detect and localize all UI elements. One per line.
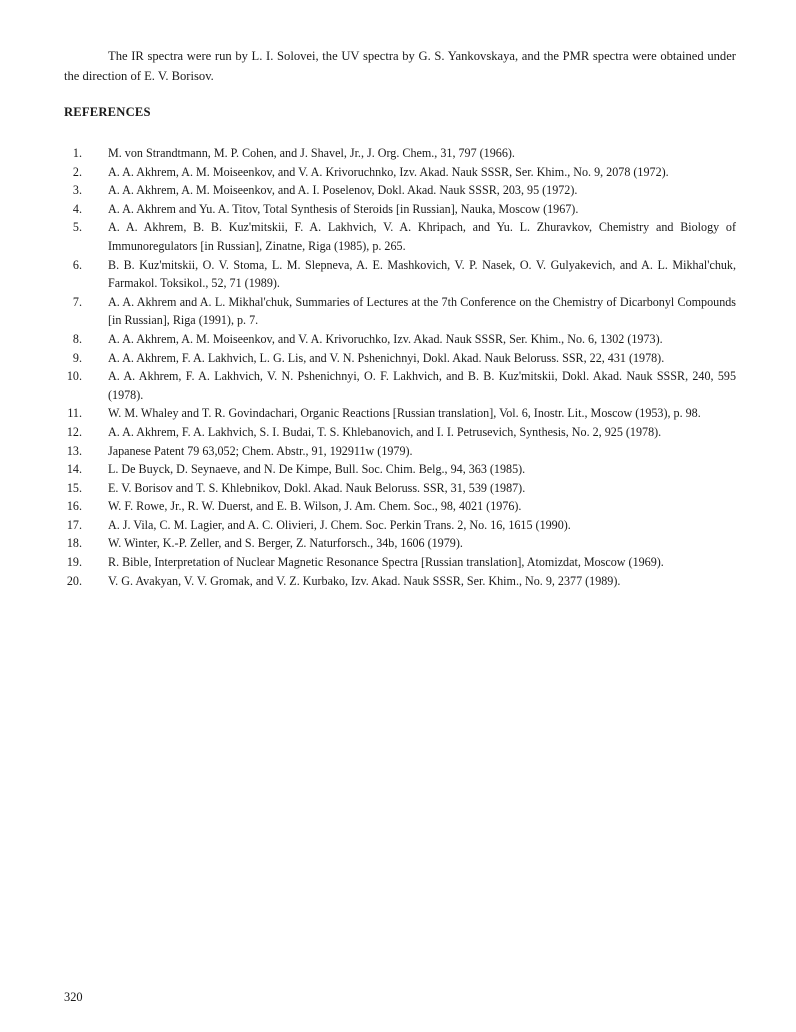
reference-text: W. Winter, K.-P. Zeller, and S. Berger, Z. Naturforsch., 34b, 1606 (1979).	[108, 536, 463, 551]
reference-text: A. A. Akhrem and A. L. Mikhal'chuk, Summaries of Lectures at the 7th Conference on the Chemistry of Dicarbonyl Compounds [in Russian], Riga (1991), p. 7.	[108, 294, 736, 328]
reference-text: Japanese Patent 79 63,052; Chem. Abstr., 91, 192911w (1979).	[108, 443, 413, 458]
reference-text: A. J. Vila, C. M. Lagier, and A. C. Olivieri, J. Chem. Soc. Perkin Trans. 2, No. 16, 1615 (1990).	[108, 517, 571, 532]
reference-number: 16.	[66, 499, 82, 514]
reference-text: W. F. Rowe, Jr., R. W. Duerst, and E. B. Wilson, J. Am. Chem. Soc., 98, 4021 (1976).	[108, 499, 522, 514]
reference-text: V. G. Avakyan, V. V. Gromak, and V. Z. Kurbako, Izv. Akad. Nauk SSSR, Ser. Khim., No. 9, 2377 (1989).	[108, 573, 621, 588]
reference-number: 8.	[72, 331, 82, 346]
reference-item	[60, 404, 736, 423]
reference-number: 10.	[66, 369, 82, 384]
reference-item	[60, 572, 736, 591]
reference-number: 12.	[66, 424, 82, 439]
reference-number: 14.	[66, 462, 82, 477]
reference-number: 19.	[66, 555, 82, 570]
reference-item	[60, 330, 736, 349]
reference-number: 1.	[72, 146, 82, 160]
reference-item	[60, 516, 736, 535]
reference-item	[60, 442, 736, 461]
acknowledgement-paragraph: The IR spectra were run by L. I. Solovei, the UV spectra by G. S. Yankovskaya, and the PMR spectra were obtained under the direction of E. V. Borisov.	[64, 48, 736, 83]
reference-number: 15.	[66, 480, 82, 495]
reference-item	[60, 144, 736, 163]
reference-number: 6.	[72, 257, 82, 272]
page-number: 320	[64, 990, 83, 1004]
reference-item	[60, 367, 736, 404]
reference-item	[60, 256, 736, 293]
reference-text: E. V. Borisov and T. S. Khlebnikov, Dokl. Akad. Nauk Beloruss. SSR, 31, 539 (1987).	[108, 480, 526, 495]
reference-item	[60, 460, 736, 479]
reference-item	[60, 163, 736, 182]
reference-text: A. A. Akhrem, A. M. Moiseenkov, and A. I. Poselenov, Dokl. Akad. Nauk SSSR, 203, 95 (1972).	[108, 183, 578, 198]
reference-item	[60, 293, 736, 330]
reference-number: 13.	[66, 443, 82, 458]
reference-item	[60, 181, 736, 200]
reference-item	[60, 553, 736, 572]
reference-item	[60, 534, 736, 553]
reference-number: 17.	[66, 517, 82, 532]
reference-number: 18.	[66, 536, 82, 551]
reference-text: A. A. Akhrem, F. A. Lakhvich, V. N. Pshenichnyi, O. F. Lakhvich, and B. B. Kuz'mitskii, Dokl. Akad. Nauk SSSR, 240, 595 (1978).	[108, 369, 736, 402]
reference-text: B. B. Kuz'mitskii, O. V. Stoma, L. M. Slepneva, A. E. Mashkovich, V. P. Nasek, O. V. Gulyakevich, and A. L. Mikhal'chuk, Farmakol. Toksikol., 52, 71 (1989).	[108, 257, 736, 291]
reference-number: 11.	[67, 406, 82, 421]
reference-number: 4.	[72, 201, 82, 216]
reference-number: 2.	[72, 164, 82, 179]
reference-number: 3.	[72, 183, 82, 198]
reference-text: R. Bible, Interpretation of Nuclear Magnetic Resonance Spectra [Russian translation], Atomizdat, Moscow (1969).	[108, 555, 664, 570]
reference-text: A. A. Akhrem, F. A. Lakhvich, S. I. Budai, T. S. Khlebanovich, and I. I. Petrusevich, Synthesis, No. 2, 925 (1978).	[108, 424, 662, 439]
reference-text: L. De Buyck, D. Seynaeve, and N. De Kimpe, Bull. Soc. Chim. Belg., 94, 363 (1985).	[108, 462, 526, 477]
reference-text: A. A. Akhrem, A. M. Moiseenkov, and V. A. Krivoruchnko, Izv. Akad. Nauk SSSR, Ser. Khim., No. 9, 2078 (1972).	[108, 164, 669, 179]
reference-item	[60, 497, 736, 516]
reference-number: 5.	[72, 220, 82, 235]
reference-item	[60, 423, 736, 442]
reference-text: A. A. Akhrem and Yu. A. Titov, Total Synthesis of Steroids [in Russian], Nauka, Moscow (1967).	[108, 201, 579, 216]
references-heading: REFERENCES	[64, 105, 151, 119]
reference-text: W. M. Whaley and T. R. Govindachari, Organic Reactions [Russian translation], Vol. 6, Inostr. Lit., Moscow (1953), p. 98.	[108, 406, 701, 421]
reference-item	[60, 218, 736, 255]
reference-item	[60, 479, 736, 498]
reference-number: 20.	[66, 573, 82, 588]
reference-item	[60, 349, 736, 368]
reference-number: 7.	[72, 294, 82, 309]
reference-text: M. von Strandtmann, M. P. Cohen, and J. Shavel, Jr., J. Org. Chem., 31, 797 (1966).	[108, 146, 515, 160]
reference-number: 9.	[72, 350, 82, 365]
reference-item	[60, 200, 736, 219]
reference-text: A. A. Akhrem, F. A. Lakhvich, L. G. Lis, and V. N. Pshenichnyi, Dokl. Akad. Nauk Beloruss. SSR, 22, 431 (1978).	[108, 350, 665, 365]
reference-text: A. A. Akhrem, A. M. Moiseenkov, and V. A. Krivoruchko, Izv. Akad. Nauk SSSR, Ser. Khim., No. 6, 1302 (1973).	[108, 331, 663, 346]
reference-text: A. A. Akhrem, B. B. Kuz'mitskii, F. A. Lakhvich, V. A. Khripach, and Yu. L. Zhuravkov, Chemistry and Biology of Immunoregulators [in Russian], Zinatne, Riga (1985), p. 265.	[108, 220, 736, 253]
references-list	[60, 144, 736, 590]
